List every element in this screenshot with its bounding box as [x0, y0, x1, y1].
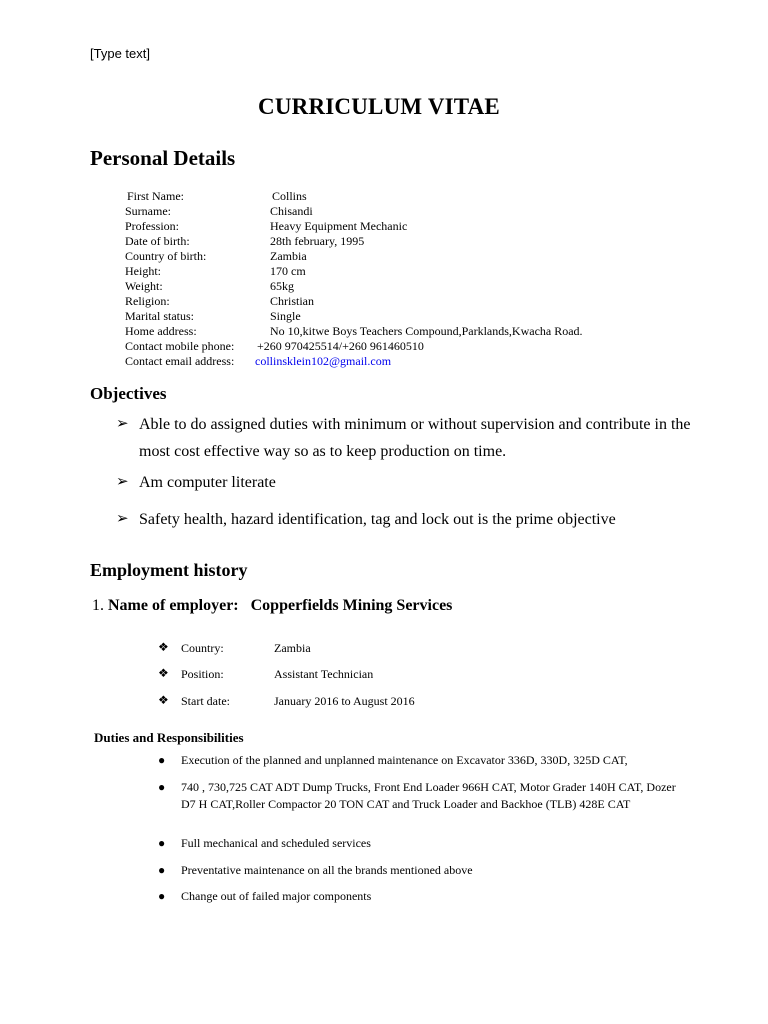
detail-value: Christian	[270, 294, 314, 308]
detail-value: Single	[270, 309, 301, 323]
detail-label: Profession:	[125, 219, 179, 233]
diamond-bullet-icon: ❖	[158, 666, 169, 680]
job-detail-value: Assistant Technician	[274, 667, 374, 681]
detail-label: Religion:	[125, 294, 170, 308]
email-link[interactable]: collinsklein102@gmail.com	[255, 354, 392, 368]
duty-item	[158, 779, 678, 813]
employer-label: Name of employer:	[108, 597, 239, 614]
detail-label: Marital status:	[125, 309, 194, 323]
detail-label: Height:	[125, 264, 161, 278]
bullet-dot-icon: ●	[158, 889, 166, 903]
arrow-bullet-icon: ➢	[116, 474, 129, 490]
duties-heading: Duties and Responsibilities	[94, 730, 244, 745]
detail-label: Home address:	[125, 324, 197, 338]
job-detail-value: Zambia	[274, 641, 311, 655]
detail-label: Surname:	[125, 204, 171, 218]
document-title: CURRICULUM VITAE	[258, 94, 500, 119]
detail-label: Country of birth:	[125, 249, 207, 263]
detail-label: Date of birth:	[125, 234, 190, 248]
detail-value: +260 970425514/+260 961460510	[257, 339, 424, 353]
duty-text: Change out of failed major components	[181, 889, 372, 903]
detail-value: Chisandi	[270, 204, 313, 218]
arrow-bullet-icon: ➢	[116, 511, 129, 527]
detail-value: Collins	[272, 189, 307, 203]
detail-label: First Name:	[127, 189, 184, 203]
diamond-bullet-icon: ❖	[158, 693, 169, 707]
detail-value: 170 cm	[270, 264, 306, 278]
employment-history-heading: Employment history	[90, 560, 248, 580]
job-detail-value: January 2016 to August 2016	[274, 694, 415, 708]
objective-text: Able to do assigned duties with minimum or without supervision and contribute in the most cost effective way so as to keep production on time.	[139, 416, 691, 460]
job-detail-label: Country:	[181, 641, 224, 655]
objective-item	[116, 411, 716, 465]
detail-label: Weight:	[125, 279, 163, 293]
arrow-bullet-icon: ➢	[116, 416, 129, 432]
bullet-dot-icon: ●	[158, 753, 166, 767]
job-detail-label: Start date:	[181, 694, 230, 708]
detail-value: Zambia	[270, 249, 307, 263]
detail-label: Contact mobile phone:	[125, 339, 235, 353]
objective-text: Am computer literate	[139, 474, 276, 491]
employer-name: Copperfields Mining Services	[250, 597, 453, 614]
duty-item	[158, 752, 678, 769]
duty-text: Execution of the planned and unplanned maintenance on Excavator 336D, 330D, 325D CAT,	[181, 753, 628, 767]
objective-item	[116, 506, 716, 533]
header-placeholder: [Type text]	[90, 46, 150, 61]
diamond-bullet-icon: ❖	[158, 640, 169, 654]
duty-text: Full mechanical and scheduled services	[181, 836, 371, 850]
employer-line	[92, 597, 452, 615]
detail-value: 65kg	[270, 279, 294, 293]
detail-value: Heavy Equipment Mechanic	[270, 219, 408, 233]
bullet-dot-icon: ●	[158, 836, 166, 850]
detail-value: No 10,kitwe Boys Teachers Compound,Parklands,Kwacha Road.	[270, 324, 583, 338]
objectives-heading: Objectives	[90, 384, 167, 403]
duty-item	[158, 862, 678, 879]
duty-text: Preventative maintenance on all the brands mentioned above	[181, 863, 473, 877]
bullet-dot-icon: ●	[158, 863, 166, 877]
personal-details-heading: Personal Details	[90, 146, 236, 170]
detail-label: Contact email address:	[125, 354, 235, 368]
bullet-dot-icon: ●	[158, 780, 166, 794]
employer-number: 1.	[92, 597, 104, 614]
detail-value: 28th february, 1995	[270, 234, 365, 248]
duty-text: 740 , 730,725 CAT ADT Dump Trucks, Front End Loader 966H CAT, Motor Grader 140H CAT, Dozer D7 H CAT,Roller Compactor 20 TON CAT and Truck Loader and Backhoe (TLB) 428E CAT	[181, 780, 676, 811]
objective-text: Safety health, hazard identification, tag and lock out is the prime objective	[139, 511, 616, 528]
objective-item	[116, 469, 716, 496]
job-detail-label: Position:	[181, 667, 224, 681]
duty-item	[158, 835, 678, 852]
duty-item	[158, 888, 678, 905]
